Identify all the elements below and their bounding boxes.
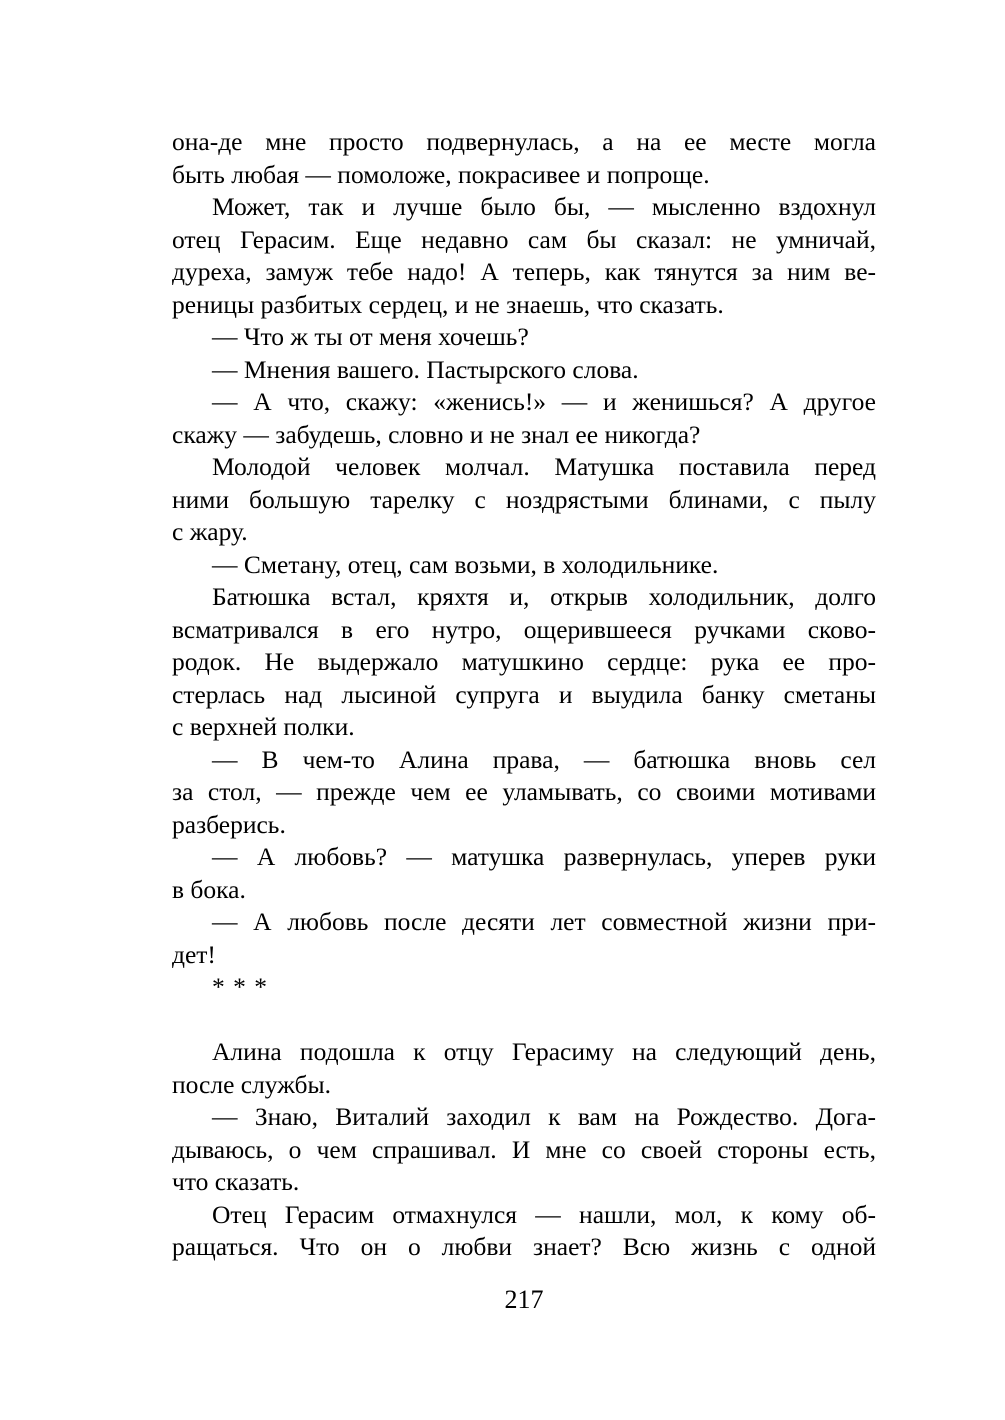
paragraph-spacer: [172, 1004, 876, 1037]
text-line: за стол, — прежде чем ее уламывать, со своими мотивами: [172, 777, 876, 806]
text-line: разберись.: [172, 809, 286, 839]
paragraph: [172, 354, 876, 387]
text-line: после службы.: [172, 1069, 331, 1099]
paragraph: [172, 1036, 876, 1101]
text-line: — Знаю, Виталий заходил к вам на Рождество. Дога-: [212, 1102, 876, 1131]
text-line: Отец Герасим отмахнулся — нашли, мол, к кому об-: [212, 1199, 876, 1229]
text-line: дет!: [172, 939, 216, 969]
text-line: дываюсь, о чем спрашивал. И мне со своей стороны есть,: [172, 1134, 876, 1164]
paragraph: [172, 386, 876, 451]
text-line: с жару.: [172, 517, 248, 546]
text-line: — А любовь после десяти лет совместной жизни при-: [212, 907, 876, 936]
paragraph: [172, 841, 876, 906]
text-line: реницы разбитых сердец, и не знаешь, что сказать.: [172, 289, 724, 319]
text-line: Алина подошла к отцу Герасиму на следующий день,: [212, 1037, 876, 1066]
text-line: стерлась над лысиной супруга и выудила банку сметаны: [172, 679, 876, 709]
text-line: быть любая — помоложе, покрасивее и попроще.: [172, 159, 710, 189]
text-line: всматривался в его нутро, ощерившееся ручками сково-: [172, 614, 876, 644]
text-line: — А что, скажу: «женись!» — и женишься? А другое: [212, 387, 876, 416]
section-separator: [172, 971, 876, 1004]
text-line: что сказать.: [172, 1167, 300, 1196]
text-line: скажу — забудешь, словно и не знал ее никогда?: [172, 419, 701, 449]
text-line: дуреха, замуж тебе надо! А теперь, как тянутся за ним ве-: [172, 257, 876, 286]
text-line: Батюшка встал, кряхтя и, открыв холодильник, долго: [212, 582, 876, 611]
text-block: [172, 126, 876, 1264]
paragraph: [172, 906, 876, 971]
text-line: Молодой человек молчал. Матушка поставила перед: [212, 452, 876, 481]
text-line: — Мнения вашего. Пастырского слова.: [212, 354, 639, 384]
text-line: отец Герасим. Еще недавно сам бы сказал: не умничай,: [172, 224, 876, 254]
page-number: 217: [504, 1285, 544, 1314]
text-line: ращаться. Что он о любви знает? Всю жизнь с одной: [172, 1232, 876, 1261]
text-line: с верхней полки.: [172, 712, 355, 741]
paragraph: [172, 451, 876, 549]
paragraph: [172, 1101, 876, 1199]
paragraph: [172, 549, 876, 582]
text-line: Может, так и лучше было бы, — мысленно вздохнул: [212, 192, 876, 221]
paragraph: [172, 1199, 876, 1264]
text-line: она-де мне просто подвернулась, а на ее месте могла: [172, 127, 876, 156]
text-line: ними большую тарелку с ноздрястыми блинами, с пылу: [172, 484, 876, 514]
paragraph: [172, 321, 876, 354]
text-line: — В чем-то Алина права, — батюшка вновь сел: [212, 744, 876, 774]
paragraph: [172, 581, 876, 744]
text-line: — Что ж ты от меня хочешь?: [212, 322, 529, 351]
text-line: — А любовь? — матушка развернулась, уперев руки: [212, 842, 876, 871]
text-line: родок. Не выдержало матушкино сердце: рука ее про-: [172, 647, 876, 676]
paragraph: [172, 126, 876, 191]
paragraph: [172, 191, 876, 321]
text-line: * * *: [212, 972, 268, 1001]
text-line: в бока.: [172, 874, 246, 904]
paragraph: [172, 744, 876, 842]
text-line: — Сметану, отец, сам возьми, в холодильнике.: [212, 549, 719, 579]
